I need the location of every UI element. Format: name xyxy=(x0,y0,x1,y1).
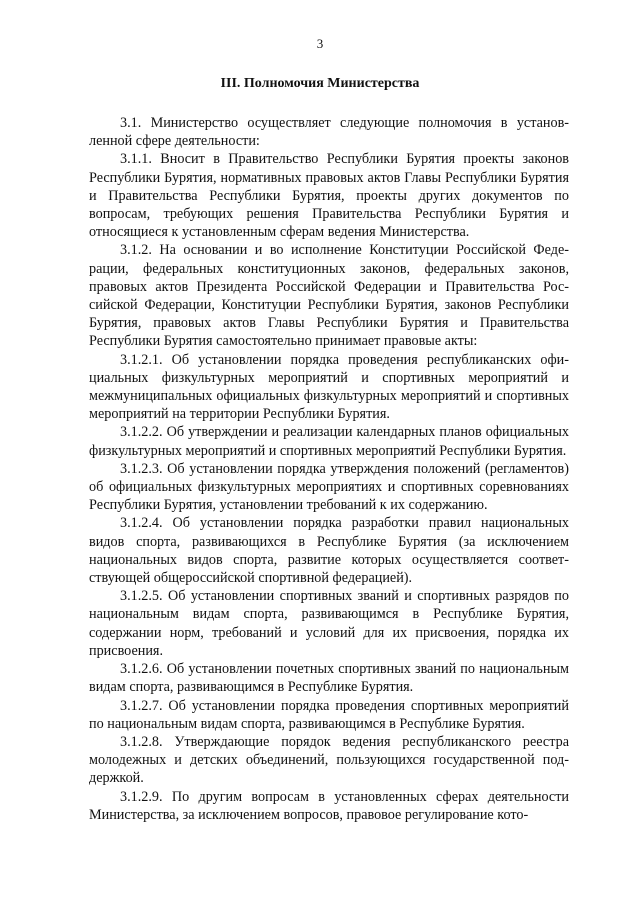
paragraph: 3.1.2.6. Об установлении почетных спортивных званий по национальным видам спорта, развивающимся в Республике Бурятия. xyxy=(89,661,569,696)
paragraph: 3.1.2.4. Об установлении порядка разработки правил национальных видов спорта, развивающихся в Республике Бурятия (за исключением национальных видов спорта, развитие которых осуществляется соответствующей общероссийской спортивной федерацией). xyxy=(89,515,569,587)
paragraph: 3.1.2.7. Об установлении порядка проведения спортивных мероприятий по национальным видам спорта, развивающимся в Республике Бурятия. xyxy=(89,697,569,732)
paragraph: 3.1. Министерство осуществляет следующие полномочия в установленной сфере деятельности: xyxy=(89,115,569,150)
page-number: 3 xyxy=(316,36,324,51)
paragraph: 3.1.2. На основании и во исполнение Конституции Российской Федерации, федеральных конституционных законов, федеральных законов, правовых актов Президента Российской Федерации и Правительства Российской Федерации, Конституции Республики Бурятия, законов Республики Бурятия, правовых актов Главы Республики Бурятия и Правительства Республики Бурятия самостоятельно принимает правовые акты: xyxy=(89,242,569,350)
document-body xyxy=(89,114,569,824)
paragraph: 3.1.2.5. Об установлении спортивных званий и спортивных разрядов по национальным видам спорта, развивающимся в Республике Бурятия, содержании норм, требований и условий для их присвоения, порядка их присвоения. xyxy=(89,588,569,659)
paragraph: 3.1.2.9. По другим вопросам в установленных сферах деятельности Министерства, за исключением вопросов, правовое регулирование кото- xyxy=(89,788,569,823)
section-heading: III. Полномочия Министерства xyxy=(220,76,420,91)
paragraph: 3.1.1. Вносит в Правительство Республики Бурятия проекты законов Республики Бурятия, нормативных правовых актов Главы Республики Бурятия и Правительства Республики Бурятия, проекты других документов по вопросам, требующих решения Правительства Республики Бурятия и относящиеся к установленным сферам ведения Министерства. xyxy=(89,151,569,241)
paragraph: 3.1.2.3. Об установлении порядка утверждения положений (регламентов) об официальных физкультурных мероприятиях и спортивных соревнованиях Республики Бурятия, установлении требований к их содержанию. xyxy=(89,460,569,514)
paragraph: 3.1.2.8. Утверждающие порядок ведения республиканского реестра молодежных и детских объединений, пользующихся государственной поддержкой. xyxy=(89,733,569,787)
paragraph: 3.1.2.2. Об утверждении и реализации календарных планов официальных физкультурных мероприятий и спортивных мероприятий Республики Бурятия. xyxy=(89,424,569,459)
paragraph: 3.1.2.1. Об установлении порядка проведения республиканских официальных физкультурных мероприятий и спортивных мероприятий и межмуниципальных официальных физкультурных мероприятий и спортивных мероприятий на территории Республики Бурятия. xyxy=(89,351,569,423)
